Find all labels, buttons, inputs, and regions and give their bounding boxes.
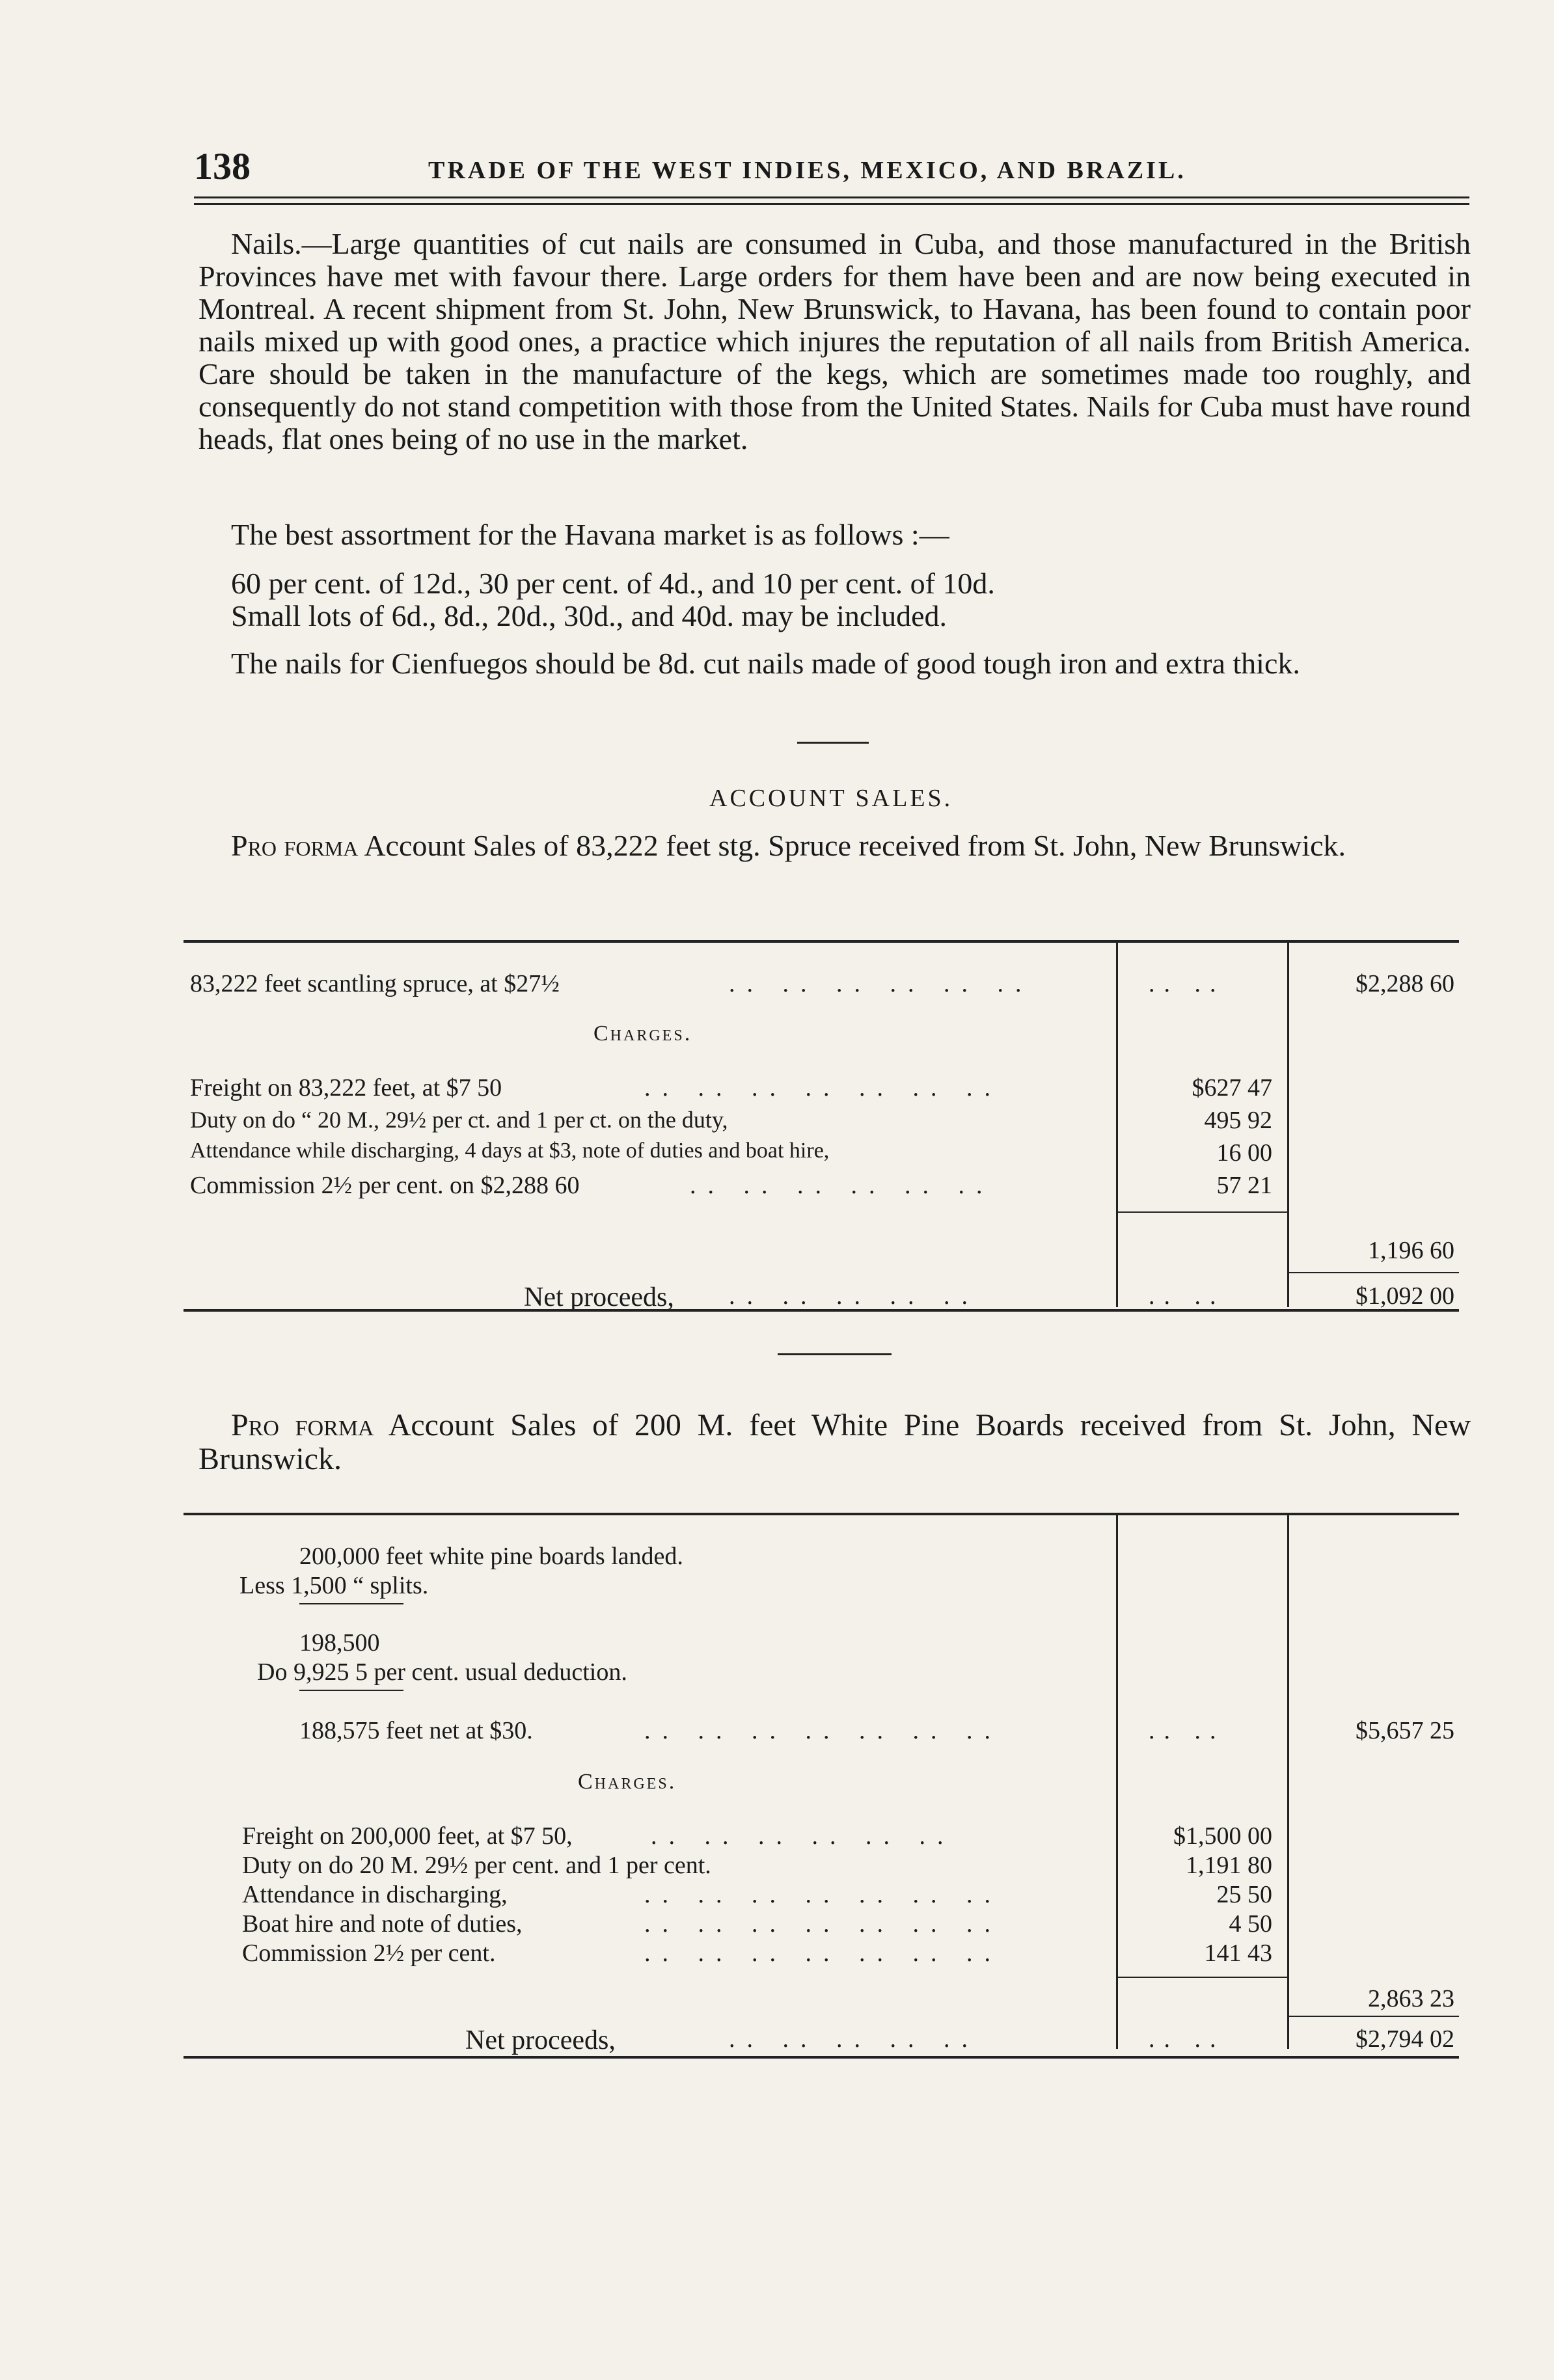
spruce-main-total: $2,288 60 bbox=[1356, 970, 1454, 997]
pine-charge-amount: 1,191 80 bbox=[1186, 1852, 1272, 1879]
spruce-net-label: Net proceeds, bbox=[524, 1282, 674, 1312]
pine-charge-dots: .. .. .. .. .. .. .. bbox=[644, 1910, 1002, 1938]
pine-charges-label: Charges. bbox=[578, 1770, 677, 1794]
spruce-charge-label: Commission 2½ per cent. on $2,288 60 bbox=[190, 1172, 580, 1199]
spruce-net-dots: .. .. .. .. .. bbox=[729, 1282, 979, 1310]
pine-charge-label: Attendance in discharging, bbox=[242, 1881, 508, 1908]
header-rule bbox=[194, 196, 1469, 198]
pine-intro-caps: Pro forma bbox=[231, 1408, 374, 1442]
section-divider-2 bbox=[778, 1353, 892, 1355]
pine-line-3: 198,500 bbox=[299, 1629, 380, 1657]
assortment-line-1: 60 per cent. of 12d., 30 per cent. of 4d., and 10 per cent. of 10d. bbox=[231, 567, 995, 600]
spruce-charge-dots: .. .. .. .. .. .. bbox=[690, 1172, 994, 1199]
spruce-charges-total: 1,196 60 bbox=[1368, 1237, 1454, 1264]
cienfuegos-note bbox=[198, 647, 1471, 680]
assortment-line-2: Small lots of 6d., 8d., 20d., 30d., and 40d. may be included. bbox=[231, 599, 947, 632]
pine-net-label: Net proceeds, bbox=[465, 2025, 616, 2055]
pine-charge-dots: .. .. .. .. .. .. .. bbox=[644, 1881, 1002, 1908]
spruce-charge-amount: 57 21 bbox=[1216, 1172, 1272, 1199]
spruce-main-line: 83,222 feet scantling spruce, at $27½ bbox=[190, 970, 560, 997]
spruce-net-rule bbox=[1289, 1272, 1459, 1273]
pine-line-1: 200,000 feet white pine boards landed. bbox=[299, 1543, 683, 1570]
pine-charge-amount: $1,500 00 bbox=[1173, 1822, 1272, 1850]
pine-col-rule-1 bbox=[1116, 1515, 1118, 2049]
account-sales-heading: ACCOUNT SALES. bbox=[709, 785, 953, 812]
pine-intro-text: Account Sales of 200 M. feet White Pine Boards received from St. John, New Brunswick. bbox=[198, 1408, 1471, 1476]
spruce-net-mid: .. .. bbox=[1149, 1282, 1225, 1310]
cienfuegos-paragraph: The nails for Cienfuegos should be 8d. cut nails made of good tough iron and extra thick. bbox=[231, 647, 1300, 680]
pine-charge-dots: .. .. .. .. .. .. .. bbox=[644, 1940, 1002, 1967]
pine-sum-rule-2 bbox=[299, 1690, 403, 1691]
pine-line-4: Do 9,925 5 per cent. usual deduction. bbox=[257, 1658, 627, 1686]
spruce-intro bbox=[198, 830, 1471, 862]
spruce-charge-amount: 495 92 bbox=[1204, 1107, 1272, 1134]
pine-charge-amount: 25 50 bbox=[1216, 1881, 1272, 1908]
pine-net-total: $2,794 02 bbox=[1356, 2025, 1454, 2053]
pine-charge-amount: 4 50 bbox=[1229, 1910, 1272, 1938]
spruce-subtotal-rule bbox=[1118, 1211, 1287, 1213]
spruce-intro-text: Account Sales of 83,222 feet stg. Spruce received from St. John, New Brunswick. bbox=[358, 829, 1346, 862]
pine-table-top-rule bbox=[184, 1513, 1459, 1515]
spruce-charge-label: Duty on do “ 20 M., 29½ per ct. and 1 per ct. on the duty, bbox=[190, 1107, 728, 1133]
nails-section bbox=[198, 228, 1471, 455]
pine-col-rule-2 bbox=[1287, 1515, 1289, 2049]
pine-net-mid: .. .. bbox=[1149, 2025, 1225, 2053]
spruce-charge-amount: $627 47 bbox=[1192, 1074, 1272, 1102]
pine-charges-total: 2,863 23 bbox=[1368, 1985, 1454, 2012]
pine-line-2: Less 1,500 “ splits. bbox=[239, 1572, 429, 1599]
spruce-charge-label: Freight on 83,222 feet, at $7 50 bbox=[190, 1074, 502, 1102]
nails-paragraph: Nails.—Large quantities of cut nails are consumed in Cuba, and those manufactured in the British Provinces have met with favour there. Large orders for them have been and are now being executed in Montreal. A recent shipment from St. John, New Brunswick, to Havana, has been found to contain poor nails mixed up with good ones, a practice which injures the reputation of all nails from British America. Care should be taken in the manufacture of the kegs, which are sometimes made too roughly, and consequently do not stand competition with those from the United States. Nails for Cuba must have round heads, flat ones being of no use in the market. bbox=[198, 227, 1471, 455]
spruce-net-total: $1,092 00 bbox=[1356, 1282, 1454, 1310]
pine-charge-dots: .. .. .. .. .. .. bbox=[651, 1822, 955, 1850]
pine-sum-rule-1 bbox=[299, 1603, 403, 1604]
pine-net-rule bbox=[1289, 2016, 1459, 2017]
pine-charge-label: Commission 2½ per cent. bbox=[242, 1940, 496, 1967]
section-divider bbox=[797, 742, 869, 744]
pine-intro bbox=[198, 1409, 1471, 1476]
pine-charge-amount: 141 43 bbox=[1204, 1940, 1272, 1967]
page-number: 138 bbox=[194, 145, 251, 187]
pine-subtotal-rule bbox=[1118, 1977, 1287, 1978]
header-rule-2 bbox=[194, 203, 1469, 205]
spruce-table-bottom-rule bbox=[184, 1309, 1459, 1312]
spruce-charge-label: Attendance while discharging, 4 days at $3, note of duties and boat hire, bbox=[190, 1139, 830, 1163]
spruce-charge-dots: .. .. .. .. .. .. .. bbox=[644, 1074, 1002, 1102]
assortment-intro: The best assortment for the Havana market is as follows :— bbox=[231, 518, 949, 551]
spruce-col-rule-1 bbox=[1116, 943, 1118, 1307]
pine-charge-label: Boat hire and note of duties, bbox=[242, 1910, 523, 1938]
spruce-table-top-rule bbox=[184, 940, 1459, 943]
pine-charge-label: Duty on do 20 M. 29½ per cent. and 1 per cent. bbox=[242, 1852, 711, 1879]
spruce-main-dots: .. .. .. .. .. .. bbox=[729, 970, 1033, 997]
pine-charge-label: Freight on 200,000 feet, at $7 50, bbox=[242, 1822, 573, 1850]
spruce-charges-label: Charges. bbox=[593, 1021, 692, 1046]
pine-line-5-total: $5,657 25 bbox=[1356, 1717, 1454, 1744]
spruce-intro-caps: Pro forma bbox=[231, 829, 359, 862]
pine-line-5-mid: .. .. bbox=[1149, 1717, 1225, 1744]
pine-net-dots: .. .. .. .. .. bbox=[729, 2025, 979, 2053]
pine-line-5-dots: .. .. .. .. .. .. .. bbox=[644, 1717, 1002, 1744]
pine-table-bottom-rule bbox=[184, 2056, 1459, 2059]
running-head bbox=[194, 144, 1469, 196]
spruce-main-mid: .. .. bbox=[1149, 970, 1225, 997]
running-title: TRADE OF THE WEST INDIES, MEXICO, AND BRAZIL. bbox=[428, 157, 1186, 184]
pine-line-5: 188,575 feet net at $30. bbox=[299, 1717, 533, 1744]
spruce-col-rule-2 bbox=[1287, 943, 1289, 1307]
spruce-charge-amount: 16 00 bbox=[1216, 1139, 1272, 1167]
